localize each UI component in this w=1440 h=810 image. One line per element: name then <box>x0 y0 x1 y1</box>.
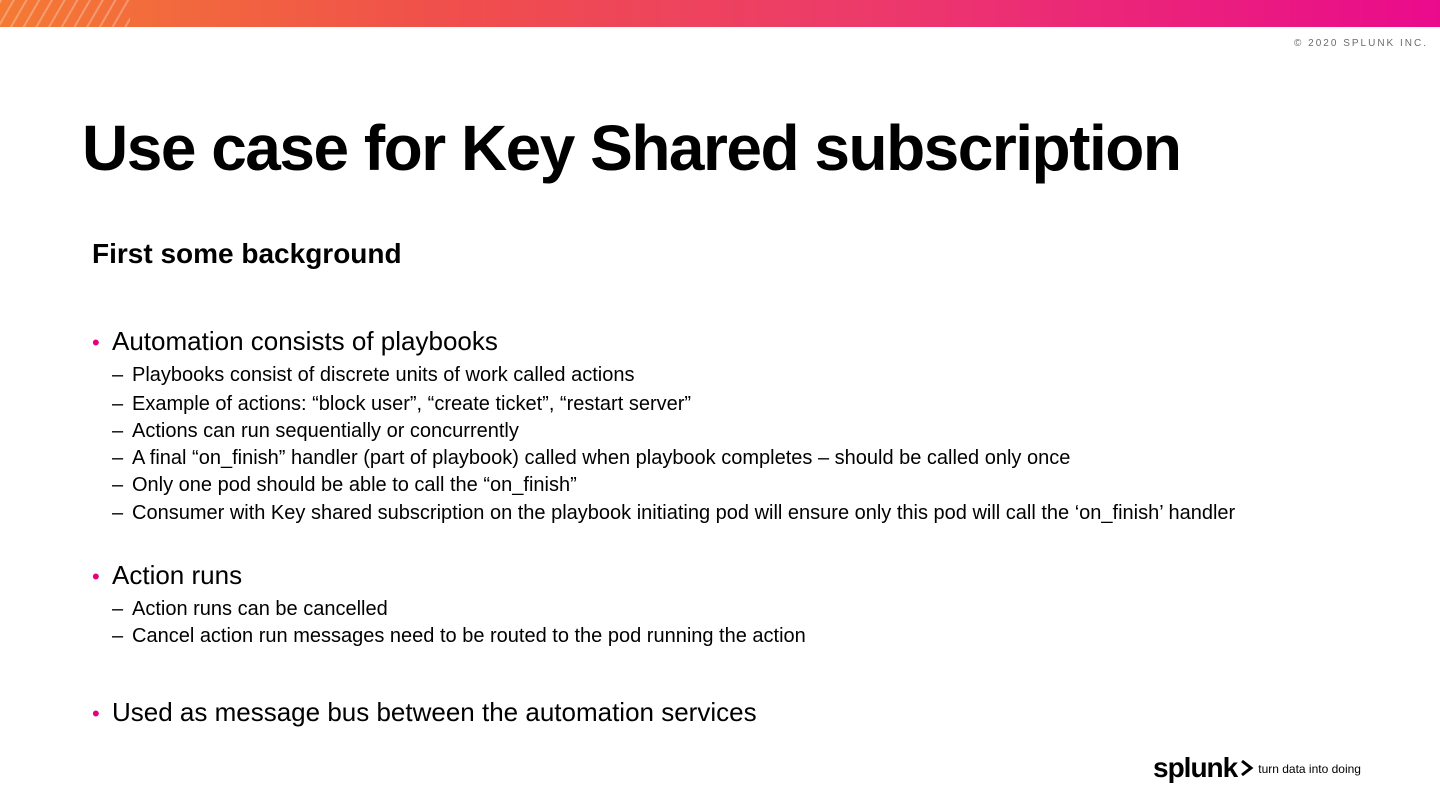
bullet-dot: • <box>92 701 100 726</box>
sub-bullet-text: A final “on_finish” handler (part of playbook) called when playbook completes – should be called only once <box>132 447 1071 469</box>
sub-bullet <box>112 445 1070 471</box>
sub-bullet <box>112 391 691 417</box>
splunk-logo <box>1153 752 1361 784</box>
bullet-dot: • <box>92 330 100 355</box>
slide-title: Use case for Key Shared subscription <box>82 112 1181 184</box>
sub-bullet-text: Cancel action run messages need to be routed to the pod running the action <box>132 625 806 647</box>
chevron-right-icon <box>1240 758 1254 778</box>
bullet-item <box>92 325 498 359</box>
sub-bullet-dash: – <box>112 393 124 415</box>
sub-bullet-text: Playbooks consist of discrete units of work called actions <box>132 364 635 386</box>
sub-bullet <box>112 623 806 649</box>
bullet-dot: • <box>92 564 100 589</box>
sub-bullet-dash: – <box>112 474 124 496</box>
bullet-text: Automation consists of playbooks <box>112 326 498 356</box>
sub-bullet-dash: – <box>112 420 124 442</box>
bullet-text: Action runs <box>112 560 243 590</box>
sub-bullet-dash: – <box>112 447 124 469</box>
sub-bullet <box>112 596 388 622</box>
slide-subtitle: First some background <box>92 238 402 269</box>
sub-bullet-dash: – <box>112 364 124 386</box>
bullet-item <box>92 559 242 593</box>
top-gradient-bar <box>0 0 1440 27</box>
sub-bullet <box>112 362 634 388</box>
sub-bullet <box>112 472 577 498</box>
bar-stripes <box>0 0 130 27</box>
copyright-notice: © 2020 SPLUNK INC. <box>1294 38 1428 49</box>
sub-bullet-dash: – <box>112 598 124 620</box>
sub-bullet-text: Only one pod should be able to call the “on_finish” <box>132 474 577 496</box>
bullet-item <box>92 696 757 730</box>
sub-bullet <box>112 418 519 444</box>
sub-bullet-text: Action runs can be cancelled <box>132 598 388 620</box>
sub-bullet-dash: – <box>112 502 124 524</box>
bullet-text: Used as message bus between the automation services <box>112 697 757 727</box>
sub-bullet <box>112 500 1235 526</box>
sub-bullet-text: Actions can run sequentially or concurrently <box>132 420 519 442</box>
sub-bullet-text: Consumer with Key shared subscription on the playbook initiating pod will ensure only this pod will call the ‘on_finish’ handler <box>132 502 1236 524</box>
logo-tagline: turn data into doing <box>1258 762 1361 776</box>
sub-bullet-text: Example of actions: “block user”, “create ticket”, “restart server” <box>132 393 692 415</box>
sub-bullet-dash: – <box>112 625 124 647</box>
logo-wordmark: splunk <box>1153 752 1238 783</box>
